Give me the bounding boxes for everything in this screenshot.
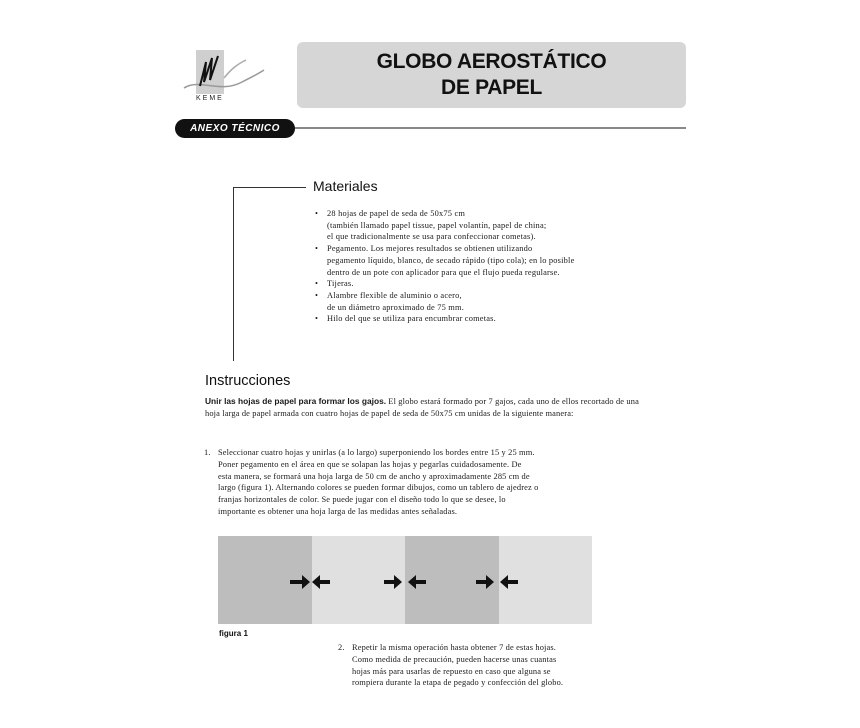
materials-item-line: el que tradicionalmente se usa para confeccionar cometas). — [327, 232, 536, 242]
materials-item-line: • Alambre flexible de aluminio o acero, — [327, 290, 462, 300]
title-line-2: DE PAPEL — [440, 76, 543, 99]
materials-item-line: • Pegamento. Los mejores resultados se obtienen utilizando — [327, 244, 533, 254]
step-number: 1. — [204, 448, 211, 457]
step-line: Poner pegamento en el área en que se solapan las hojas y pegarlas cuidadosamente. De — [218, 459, 522, 469]
step-line: Repetir la misma operación hasta obtener 7 de estas hojas. — [352, 643, 557, 652]
step-line: largo (figura 1). Alternando colores se pueden formar dibujos, como un tablero de ajedrez o — [218, 483, 539, 493]
step-2 — [338, 642, 638, 702]
materials-item-line: dentro de un pote con aplicador para que el flujo pueda regularse. — [327, 267, 560, 277]
figure-caption: figura 1 — [219, 629, 248, 638]
section-tag: ANEXO TÉCNICO — [175, 119, 295, 138]
step-number: 2. — [338, 643, 345, 652]
materials-heading: Materiales — [313, 178, 378, 194]
materials-item-line: pegamento líquido, blanco, de secado rápido (tipo cola); en lo posible — [327, 255, 575, 265]
materials-item — [313, 290, 653, 313]
step-1 — [204, 447, 664, 527]
step-line: hojas más para usarlas de repuesto en caso que alguna se — [352, 666, 551, 676]
intro-text: El globo estará formado por 7 gajos, cada uno de ellos recortado de una hoja larga de papel armada con cuatro hojas de papel de seda de 50x75 cm unidas de la siguiente manera: — [205, 397, 639, 418]
materials-item — [313, 208, 653, 243]
materials-item — [313, 278, 653, 290]
overlap-arrows-icon — [218, 536, 592, 624]
step-line: importante es obtener una hoja larga de las medidas antes señaladas. — [218, 506, 458, 516]
materials-item-line: de un diámetro aproximado de 75 mm. — [327, 302, 465, 312]
materials-item — [313, 243, 653, 278]
materials-bracket-top — [233, 187, 306, 188]
step-line: Seleccionar cuatro hojas y unirlas (a lo largo) superponiendo los bordes entre 15 y 25 mm. — [218, 448, 535, 457]
materials-list — [313, 208, 653, 325]
step-line: Como medida de precaución, pueden hacerse unas cuantas — [352, 654, 557, 664]
instructions-heading: Instrucciones — [205, 373, 291, 389]
instructions-intro — [205, 396, 655, 420]
materials-item-line: • Tijeras. — [327, 279, 354, 289]
section-divider — [295, 127, 686, 129]
materials-item-line: (también llamado papel tissue, papel volantín, papel de china; — [327, 220, 547, 230]
step-line: rompiera durante la etapa de pegado y confección del globo. — [352, 678, 564, 688]
step-line: franjas horizontales de color. Se puede jugar con el diseño todo lo que se desee, lo — [218, 495, 506, 505]
materials-item-line: • 28 hojas de papel de seda de 50x75 cm — [327, 209, 466, 218]
materials-bracket-side — [233, 187, 234, 361]
logo-text: KEME — [196, 95, 224, 102]
title-line-1: GLOBO AEROSTÁTICO — [376, 50, 607, 73]
materials-item-line: • Hilo del que se utiliza para encumbrar cometas. — [327, 314, 496, 324]
step-line: esta manera, se formará una hoja larga de 50 cm de ancho y aproximadamente 285 cm de — [218, 471, 530, 481]
title-box — [297, 42, 686, 108]
intro-bold: Unir las hojas de papel para formar los gajos. — [205, 396, 387, 406]
materials-item — [313, 313, 653, 325]
